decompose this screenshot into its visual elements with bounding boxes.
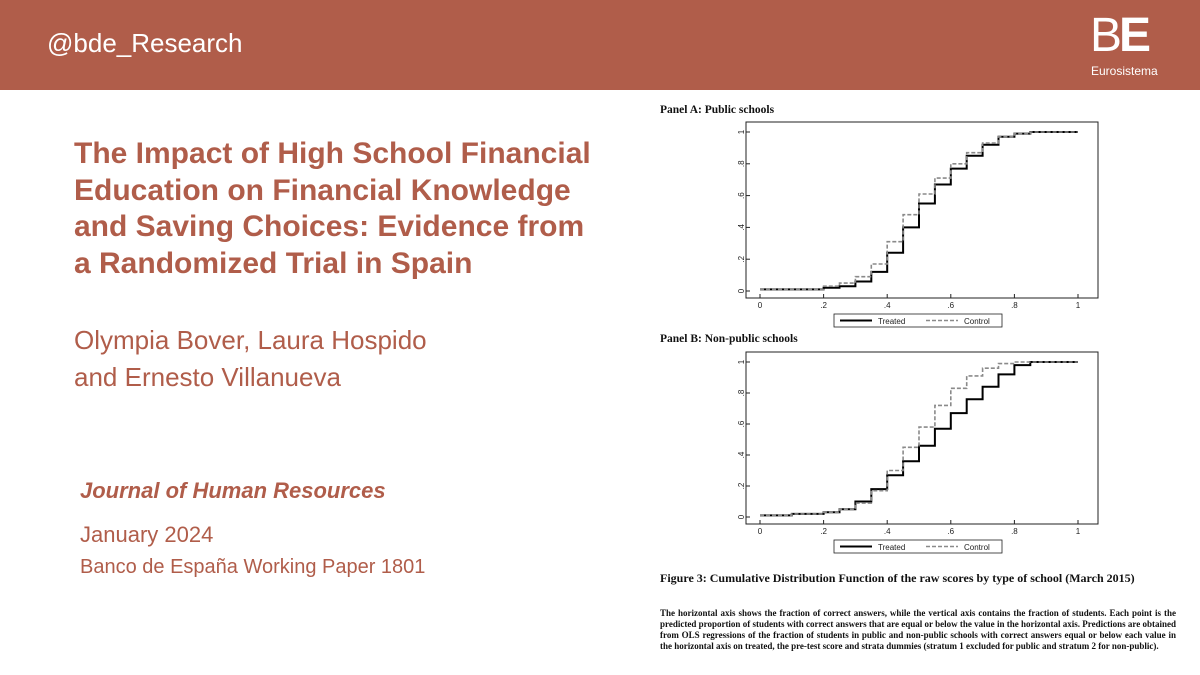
panel-a-x-tick-label: 1	[1075, 301, 1081, 310]
panel-b-x-tick-label: 0	[757, 527, 763, 536]
twitter-handle: @bde_Research	[47, 28, 243, 58]
panel-b-y-tick-label: 1	[737, 359, 746, 365]
panel-a-legend-control-label: Control	[964, 317, 990, 326]
panel-a-y-tick-label: .4	[737, 224, 746, 231]
panel-b-title: Panel B: Non-public schools	[660, 333, 798, 345]
panel-b-y-tick-label: 0	[737, 514, 746, 520]
panel-a-x-tick-label: .2	[820, 301, 827, 310]
panel-a-y-tick-label: .2	[737, 255, 746, 263]
panel-a-y-tick-label: .6	[737, 192, 746, 199]
panel-b-plot-frame	[746, 352, 1098, 524]
panel-a-y-tick-label: .8	[737, 160, 746, 168]
panel-b-legend-treated-label: Treated	[878, 543, 906, 552]
panel-b-y-tick-label: .4	[737, 451, 746, 459]
panel-a-legend-treated-label: Treated	[878, 317, 906, 326]
figure-note: The horizontal axis shows the fraction of correct answers, while the vertical axis contains the fraction of students. Each point is the predicted proportion of students with correct answers that are equal or below the value in the horizontal axis. Predictions are obtained from OLS regressions of the fraction of students in public and non-public schools with correct answers equal or below each value in the horizontal axis on treated, the pre-test score and strata dummies (stratum 1 excluded for public and stratum 2 for non-public).	[660, 608, 1176, 651]
panel-a-x-tick-label: .4	[883, 301, 891, 310]
panel-a-x-tick-label: .8	[1011, 301, 1018, 310]
panel-b-legend-control-label: Control	[964, 543, 990, 552]
bde-logo	[1088, 8, 1168, 83]
panel-a-y-tick-label: 0	[737, 288, 746, 294]
panel-b-x-tick-label: .2	[820, 527, 827, 536]
panel-a-y-tick-label: 1	[737, 129, 746, 135]
panel-b-y-tick-label: .8	[737, 389, 746, 397]
logo-eurosistema: Eurosistema	[1091, 64, 1158, 78]
panel-b-x-tick-label: .4	[883, 527, 891, 536]
panel-b-x-tick-label: .6	[947, 527, 955, 536]
panel-a-x-tick-label: 0	[757, 301, 763, 310]
paper-title: The Impact of High School Financial Education on Financial Knowledge and Saving Choices: Evidence from a Randomized Trial in Spain	[74, 137, 591, 280]
panel-a-x-tick-label: .6	[947, 301, 955, 310]
panel-b-y-tick-label: .6	[737, 420, 746, 428]
authors-line-2: and Ernesto Villanueva	[74, 362, 341, 392]
panel-a-plot-frame	[746, 122, 1098, 298]
panel-b-chart	[730, 348, 1102, 562]
panel-b-x-tick-label: 1	[1075, 527, 1081, 536]
logo-letter-e: E	[1119, 9, 1149, 62]
header-banner	[0, 0, 1200, 90]
publication-date: January 2024	[80, 522, 214, 547]
journal-name: Journal of Human Resources	[80, 478, 386, 503]
panel-a-chart	[730, 118, 1102, 334]
panel-b-y-tick-label: .2	[737, 482, 746, 490]
authors-line-1: Olympia Bover, Laura Hospido	[74, 325, 427, 355]
paper-authors	[74, 322, 594, 396]
working-paper-reference: Banco de España Working Paper 1801	[80, 556, 426, 578]
logo-letter-b: B	[1090, 9, 1120, 62]
figure-caption: Figure 3: Cumulative Distribution Function of the raw scores by type of school (March 2015)	[660, 571, 1135, 585]
panel-b-x-tick-label: .8	[1011, 527, 1018, 536]
panel-a-title: Panel A: Public schools	[660, 104, 775, 116]
